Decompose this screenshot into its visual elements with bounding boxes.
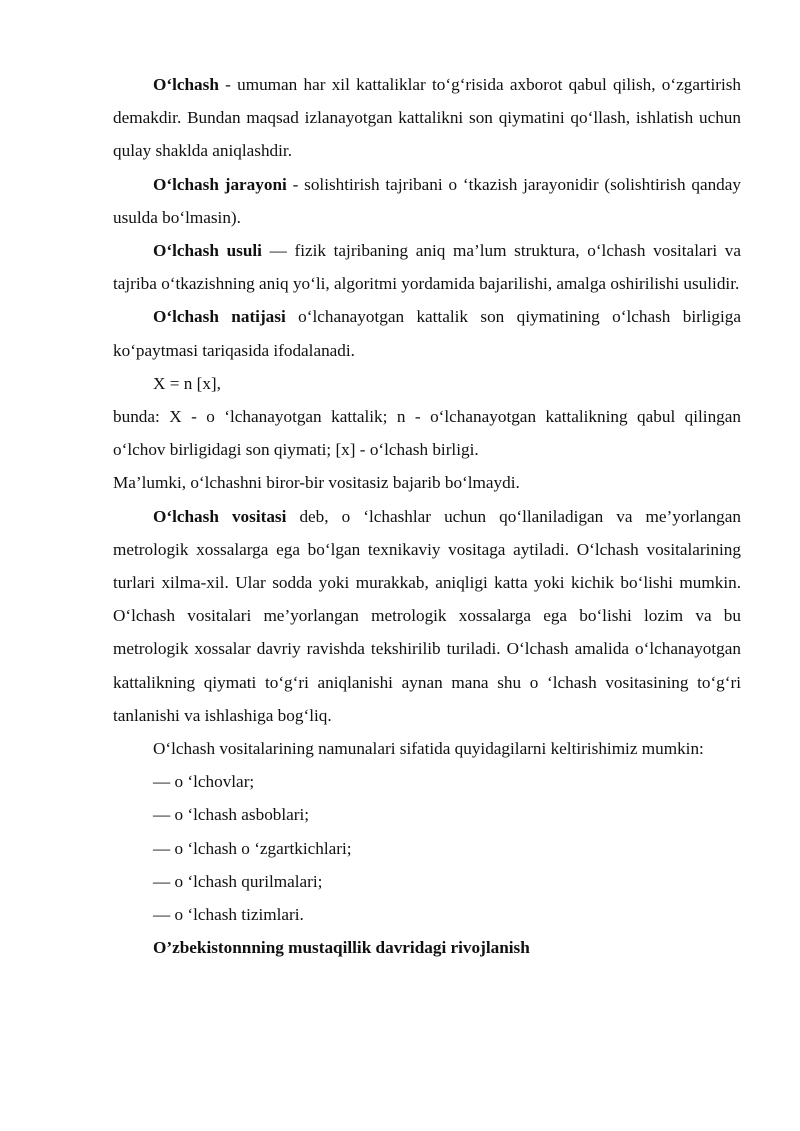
paragraph-olchash-text: - umuman har xil kattaliklar to‘g‘risida axborot qabul qilish, o‘zgartirish demakdir. Bundan maqsad izlanayotgan kattalikni son qiymatini qo‘llash, ishlatish uchun qulay shaklda aniqlashdir.: [113, 75, 741, 161]
list-item: — o ‘lchash qurilmalari;: [153, 871, 323, 891]
list-item: — o ‘lchash asboblari;: [153, 805, 310, 825]
term-olchash: O‘lchash: [153, 75, 219, 94]
paragraph-bunda: bunda: X - o ‘lchanayotgan kattalik; n - o‘lchanayotgan kattalikning qabul qilingan o‘lchov birligidagi son qiymati; [x] - o‘lchash birligi.: [113, 407, 741, 460]
term-olchash-jarayoni: O‘lchash jarayoni: [153, 174, 287, 194]
paragraph-malumki: Ma’lumki, o‘lchashni biror-bir vositasiz bajarib bo‘lmaydi.: [113, 473, 520, 493]
paragraph-olchash-vositasi: [113, 500, 741, 732]
formula: X = n [x],: [153, 373, 221, 393]
paragraph-namunalari: O‘lchash vositalarining namunalari sifatida quyidagilarni keltirishimiz mumkin:: [153, 739, 704, 759]
paragraph-olchash-jarayoni-text: - solishtirish tajribani o ‘tkazish jarayonidir (solishtirish qanday usulda bo‘lmasin).: [113, 174, 741, 227]
term-olchash-usuli: O‘lchash usuli: [153, 241, 262, 261]
list-item: — o ‘lchovlar;: [153, 772, 255, 792]
list-item: — o ‘lchash o ‘zgartkichlari;: [153, 838, 352, 858]
term-olchash-natijasi: O‘lchash natijasi: [153, 307, 286, 327]
paragraph-olchash-natijasi-text: o‘lchanayotgan kattalik son qiymatining o‘lchash birligiga ko‘paytmasi tariqasida ifodalanadi.: [113, 307, 741, 360]
paragraph-olchash-usuli: [113, 234, 741, 300]
paragraph-olchash-vositasi-text: deb, o ‘lchashlar uchun qo‘llaniladigan va me’yorlangan metrologik xossalarga ega bo‘lgan texnikaviy vositaga aytiladi. O‘lchash vositalarining turlari xilma-xil. Ular sodda yoki murakkab, aniqligi katta yoki kichik bo‘lishi mumkin. O‘lchash vositalari me’yorlangan metrologik xossalarga ega bo‘lishi lozim va bu metrologik xossalar davriy ravishda tekshirilib turiladi. O‘lchash amalida o‘lchanayotgan kattalikning qiymati to‘g‘ri aniqlanishi aynan mana shu o ‘lchash vositasining to‘g‘ri tanlanishi va ishlashiga bog‘liq.: [113, 506, 741, 725]
paragraph-olchash: [113, 68, 741, 168]
document-page: [113, 68, 741, 964]
term-olchash-vositasi: O‘lchash vositasi: [153, 506, 287, 526]
paragraph-olchash-natijasi: [113, 300, 741, 366]
paragraph-olchash-usuli-text: — fizik tajribaning aniq ma’lum struktura, o‘lchash vositalari va tajriba o‘tkazishning aniq yo‘li, algoritmi yordamida bajarilishi, amalga oshirilishi usulidir.: [113, 241, 741, 294]
list-item: — o ‘lchash tizimlari.: [153, 905, 304, 925]
paragraph-olchash-jarayoni: [113, 168, 741, 234]
instrument-list: [113, 765, 741, 931]
section-heading: O’zbekistonnning mustaqillik davridagi rivojlanish: [153, 938, 530, 958]
